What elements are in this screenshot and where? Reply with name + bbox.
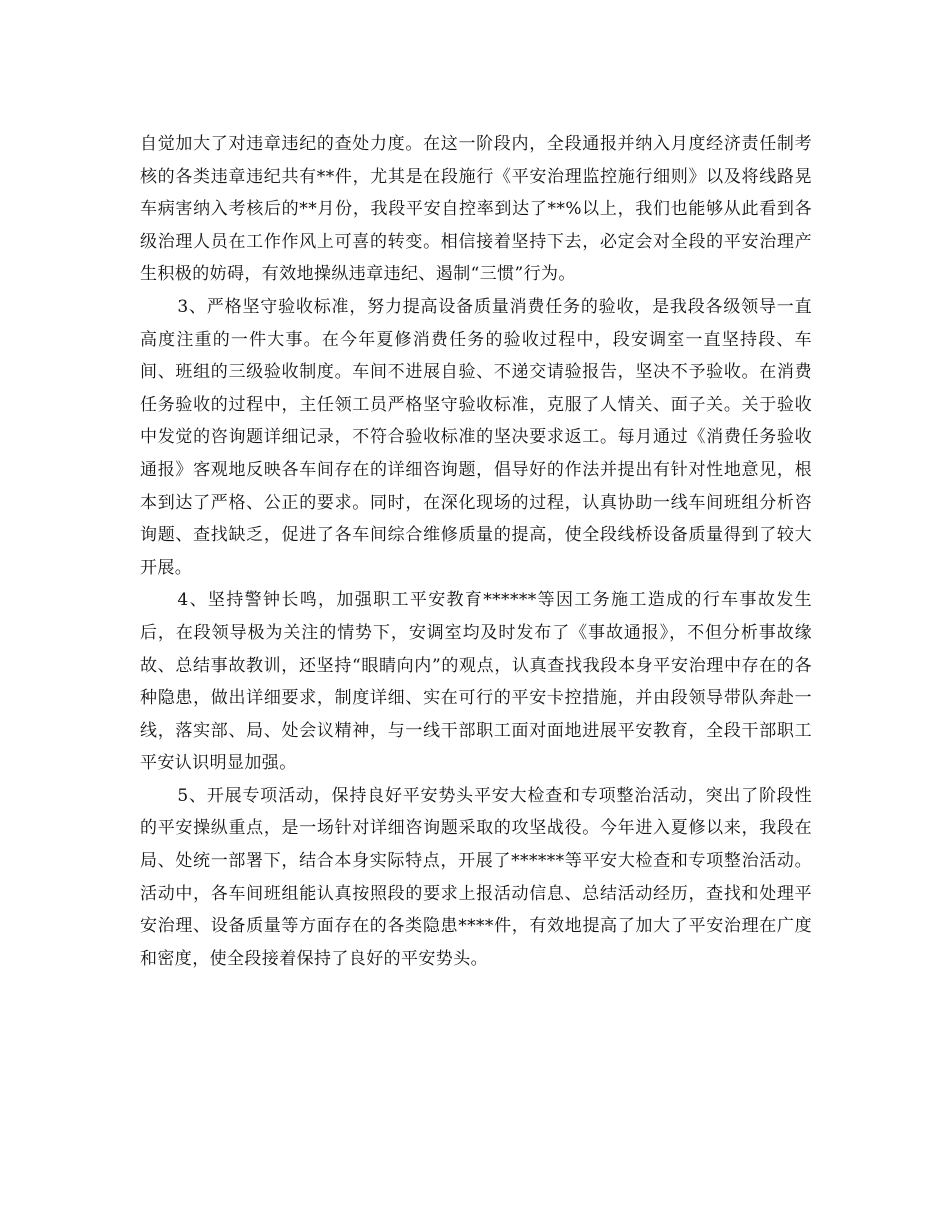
paragraph-item-5: 5、开展专项活动，保持良好平安势头平安大检查和专项整治活动，突出了阶段性的平安操纵重点，是一场针对详细咨询题采取的攻坚战役。今年进入夏修以来，我段在局、处统一部署下，结合本身实际特点，开展了******等平安大检查和专项整治活动。活动中，各车间班组能认真按照段的要求上报活动信息、总结活动经历，查找和处理平安治理、设备质量等方面存在的各类隐患****件，有效地提高了加大了平安治理在广度和密度，使全段接着保持了良好的平安势头。 <box>140 785 812 969</box>
paragraph-item-4: 4、坚持警钟长鸣，加强职工平安教育******等因工务施工造成的行车事故发生后，在段领导极为关注的情势下，安调室均及时发布了《事故通报》，不但分析事故缘故、总结事故教训，还坚持“眼睛向内”的观点，认真查找我段本身平安治理中存在的各种隐患，做出详细要求，制度详细、实在可行的平安卡控措施，并由段领导带队奔赴一线，落实部、局、处会议精神，与一线干部职工面对面地进展平安教育，全段干部职工平安认识明显加强。 <box>140 590 812 774</box>
paragraph-continuation: 自觉加大了对违章违纪的查处力度。在这一阶段内，全段通报并纳入月度经济责任制考核的各类违章违纪共有**件，尤其是在段施行《平安治理监控施行细则》以及将线路晃车病害纳入考核后的**月份，我段平安自控率到达了**%以上，我们也能够从此看到各级治理人员在工作作风上可喜的转变。相信接着坚持下去，必定会对全段的平安治理产生积极的妨碍，有效地操纵违章违纪、遏制“三惯”行为。 <box>140 134 812 285</box>
paragraph-item-3: 3、严格坚守验收标准，努力提高设备质量消费任务的验收，是我段各级领导一直高度注重的一件大事。在今年夏修消费任务的验收过程中，段安调室一直坚持段、车间、班组的三级验收制度。车间不进展自验、不递交请验报告，坚决不予验收。在消费任务验收的过程中，主任领工员严格坚守验收标准，克服了人情关、面子关。关于验收中发觉的咨询题详细记录，不符合验收标准的坚决要求返工。每月通过《消费任务验收通报》客观地反映各车间存在的详细咨询题，倡导好的作法并提出有针对性地意见，根本到达了严格、公正的要求。同时，在深化现场的过程，认真协助一线车间班组分析咨询题、查找缺乏，促进了各车间综合维修质量的提高，使全段线桥设备质量得到了较大开展。 <box>140 296 812 578</box>
document-body <box>140 128 812 975</box>
